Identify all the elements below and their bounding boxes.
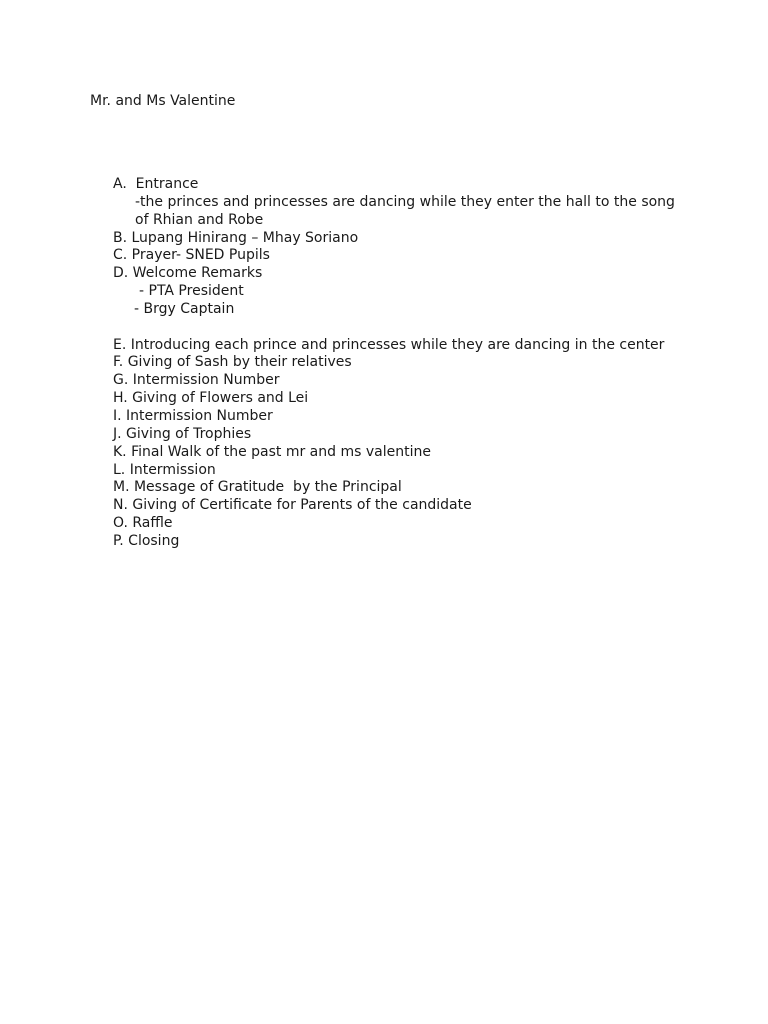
- program-item-f: F. Giving of Sash by their relatives: [113, 354, 352, 371]
- program-list: [113, 176, 713, 551]
- program-item-d-sub-pta: - PTA President: [139, 283, 244, 300]
- program-item-k: K. Final Walk of the past mr and ms valentine: [113, 443, 431, 460]
- document-title: Mr. and Ms Valentine: [90, 93, 236, 109]
- program-item-c: C. Prayer- SNED Pupils: [113, 247, 270, 264]
- program-item-p: P. Closing: [113, 532, 180, 549]
- program-item-a: A. Entrance: [113, 176, 199, 192]
- program-item-n: N. Giving of Certificate for Parents of the candidate: [113, 497, 472, 514]
- program-item-l: L. Intermission: [113, 461, 216, 478]
- program-item-i: I. Intermission Number: [113, 407, 273, 424]
- program-item-h: H. Giving of Flowers and Lei: [113, 390, 309, 407]
- program-item-m: M. Message of Gratitude by the Principal: [113, 479, 402, 496]
- program-item-g: G. Intermission Number: [113, 372, 280, 389]
- program-item-a-description-continued: of Rhian and Robe: [135, 211, 264, 228]
- program-item-o: O. Raffle: [113, 515, 173, 532]
- program-item-j: J. Giving of Trophies: [113, 425, 252, 442]
- program-item-b: B. Lupang Hinirang – Mhay Soriano: [113, 229, 359, 246]
- blank-line: [113, 319, 713, 337]
- program-item-a-description: -the princes and princesses are dancing while they enter the hall to the song: [135, 193, 675, 210]
- program-item-e: E. Introducing each prince and princesses while they are dancing in the center: [113, 336, 665, 353]
- program-item-d-sub-brgy: - Brgy Captain: [134, 300, 235, 317]
- program-item-d: D. Welcome Remarks: [113, 265, 263, 282]
